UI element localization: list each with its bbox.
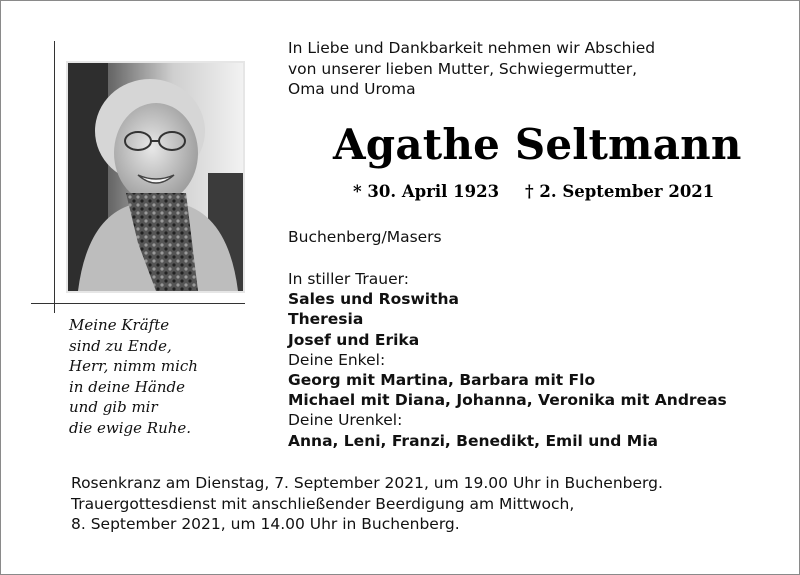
service-line: 8. September 2021, um 14.00 Uhr in Buchenberg. — [71, 515, 460, 533]
mourners-line: Deine Enkel: — [288, 350, 386, 369]
deceased-name: Agathe Seltmann — [333, 120, 742, 169]
intro-text — [288, 38, 655, 100]
verse-line: die ewige Ruhe. — [69, 418, 192, 437]
cross-vertical-line — [54, 41, 55, 313]
cross-horizontal-line — [31, 303, 245, 304]
verse-line: in deine Hände — [69, 377, 185, 396]
mourners-line: Deine Urenkel: — [288, 411, 403, 430]
mourners-line: Michael mit Diana, Johanna, Veronika mit Andreas — [288, 391, 727, 410]
intro-line: von unserer lieben Mutter, Schwiegermutter, — [288, 59, 638, 78]
intro-line: In Liebe und Dankbarkeit nehmen wir Abschied — [288, 39, 656, 57]
verse-line: Herr, nimm mich — [69, 357, 198, 375]
verse-line: Meine Kräfte — [69, 316, 170, 334]
mourners-line: Georg mit Martina, Barbara mit Flo — [288, 371, 596, 390]
death-date: † 2. September 2021 — [525, 182, 715, 201]
service-line: Rosenkranz am Dienstag, 7. September 2021, um 19.00 Uhr in Buchenberg. — [71, 474, 663, 492]
verse-line: sind zu Ende, — [69, 336, 172, 355]
mourners-line: Theresia — [288, 310, 364, 329]
mourners-list — [288, 269, 727, 451]
verse-poem — [69, 315, 198, 438]
portrait-photo — [68, 63, 243, 291]
birth-date: * 30. April 1923 — [353, 182, 500, 201]
mourners-line: Anna, Leni, Franzi, Benedikt, Emil und Mia — [288, 431, 658, 450]
place-text: Buchenberg/Masers — [288, 228, 442, 246]
service-info — [71, 473, 663, 535]
mourners-line: Sales und Roswitha — [288, 290, 459, 309]
verse-line: und gib mir — [69, 398, 158, 416]
intro-line: Oma und Uroma — [288, 80, 416, 98]
mourners-line: Josef und Erika — [288, 330, 420, 349]
service-line: Trauergottesdienst mit anschließender Beerdigung am Mittwoch, — [71, 494, 575, 513]
mourners-line: In stiller Trauer: — [288, 270, 409, 288]
